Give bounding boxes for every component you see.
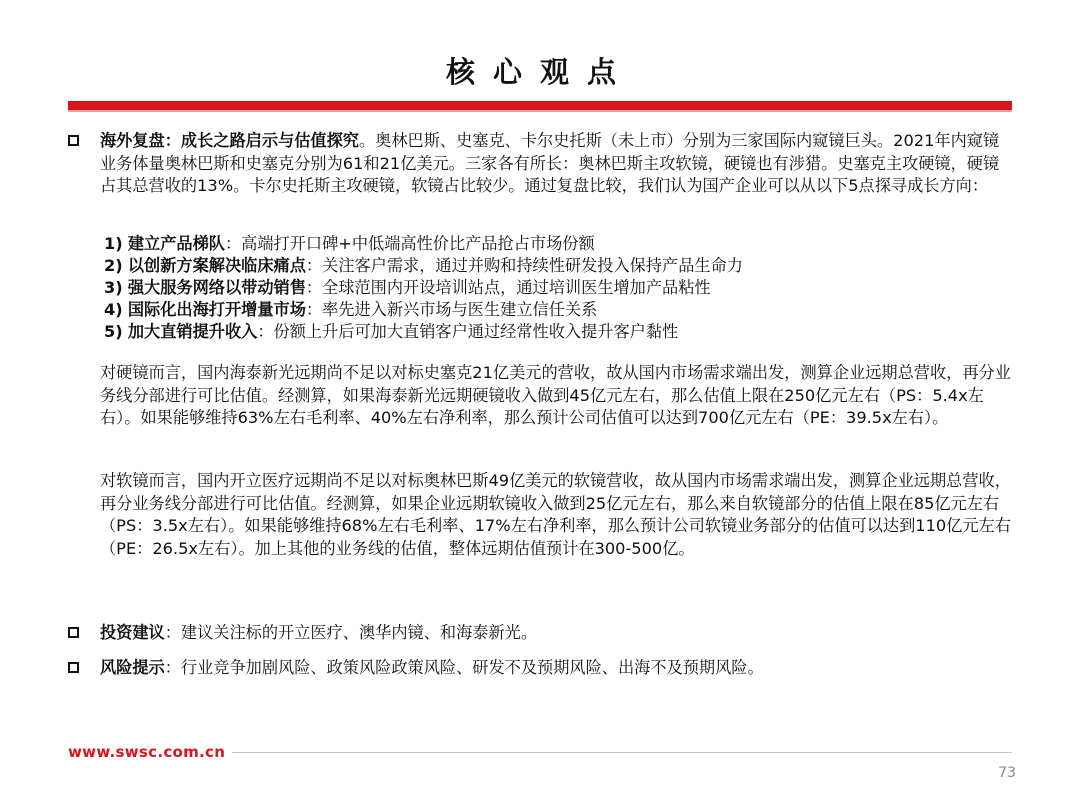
list-item	[104, 321, 1004, 343]
direction-text: ：率先进入新兴市场与医生建立信任关系	[305, 300, 598, 319]
direction-text: ：全球范围内开设培训站点，通过培训医生增加产品粘性	[305, 278, 711, 297]
title-divider	[68, 101, 1012, 110]
footer-website-link[interactable]: www.swsc.com.cn	[68, 743, 226, 761]
direction-head: 强大服务网络以带动销售	[127, 278, 306, 297]
risk-text: ：行业竞争加剧风险、政策风险政策风险、研发不及预期风险、出海不及预期风险。	[164, 658, 764, 677]
investment-paragraph	[100, 622, 1012, 645]
direction-num: 3)	[104, 278, 123, 297]
overseas-heading: 海外复盘：成长之路启示与估值探究	[100, 131, 359, 150]
directions-list	[104, 233, 1004, 343]
soft-scope-paragraph: 对软镜而言，国内开立医疗远期尚不足以对标奥林巴斯49亿美元的软镜营收，故从国内市场需求端出发，测算企业远期总营收，再分业务线分部进行可比估值。经测算，如果企业远期软镜收入做到25亿元左右，那么来自软镜部分的估值上限在85亿元左右（PS：3.5x左右）。如果能够维持68%左右毛利率、17%左右净利率，那么预计公司软镜业务部分的估值可以达到110亿元左右（PE：26.5x左右）。加上其他的业务线的估值，整体远期估值预计在300-500亿。	[100, 471, 1011, 558]
direction-num: 1)	[104, 234, 123, 253]
direction-head: 加大直销提升收入	[127, 322, 258, 341]
overseas-text: 。奥林巴斯、史塞克、卡尔史托斯（未上市）分别为三家国际内窥镜巨头。2021年内窥镜业务体量奥林巴斯和史塞克分别为61和21亿美元。三家各有所长：奥林巴斯主攻软镜，硬镜也有涉猎。史塞克主攻硬镜，硬镜占其总营收的13%。卡尔史托斯主攻硬镜，软镜占比较少。通过复盘比较，我们认为国产企业可以从以下5点探寻成长方向：	[100, 131, 1000, 195]
investment-text: ：建议关注标的开立医疗、澳华内镜、和海泰新光。	[164, 623, 538, 642]
investment-heading: 投资建议	[100, 623, 165, 642]
list-item	[104, 277, 1004, 299]
direction-num: 5)	[104, 322, 123, 341]
title-divider-shadow	[68, 110, 1012, 112]
direction-text: ：高端打开口碑+中低端高性价比产品抢占市场份额	[224, 234, 595, 253]
overseas-paragraph	[100, 130, 1012, 198]
direction-num: 4)	[104, 300, 123, 319]
page-title: 核心观点	[445, 55, 634, 89]
direction-head: 以创新方案解决临床痛点	[127, 256, 306, 275]
direction-head: 建立产品梯队	[127, 234, 225, 253]
direction-text: ：份额上升后可加大直销客户通过经常性收入提升客户黏性	[257, 322, 679, 341]
rigid-scope-paragraph: 对硬镜而言，国内海泰新光远期尚不足以对标史塞克21亿美元的营收，故从国内市场需求端出发，测算企业远期总营收，再分业务线分部进行可比估值。经测算，如果海泰新光远期硬镜收入做到45亿元左右，那么估值上限在250亿元左右（PS：5.4x左右）。如果能够维持63%左右毛利率、40%左右净利率，那么预计公司估值可以达到700亿元左右（PE：39.5x左右）。	[100, 363, 1011, 427]
risk-heading: 风险提示	[100, 658, 165, 677]
page-number: 73	[998, 765, 1016, 781]
bullet-square-icon	[68, 627, 79, 638]
bullet-square-icon	[68, 662, 79, 673]
direction-num: 2)	[104, 256, 123, 275]
direction-head: 国际化出海打开增量市场	[127, 300, 306, 319]
bullet-square-icon	[68, 135, 79, 146]
footer-divider	[232, 752, 1012, 753]
list-item	[104, 233, 1004, 255]
list-item	[104, 299, 1004, 321]
list-item	[104, 255, 1004, 277]
risk-paragraph	[100, 657, 1012, 680]
direction-text: ：关注客户需求，通过并购和持续性研发投入保持产品生命力	[305, 256, 743, 275]
